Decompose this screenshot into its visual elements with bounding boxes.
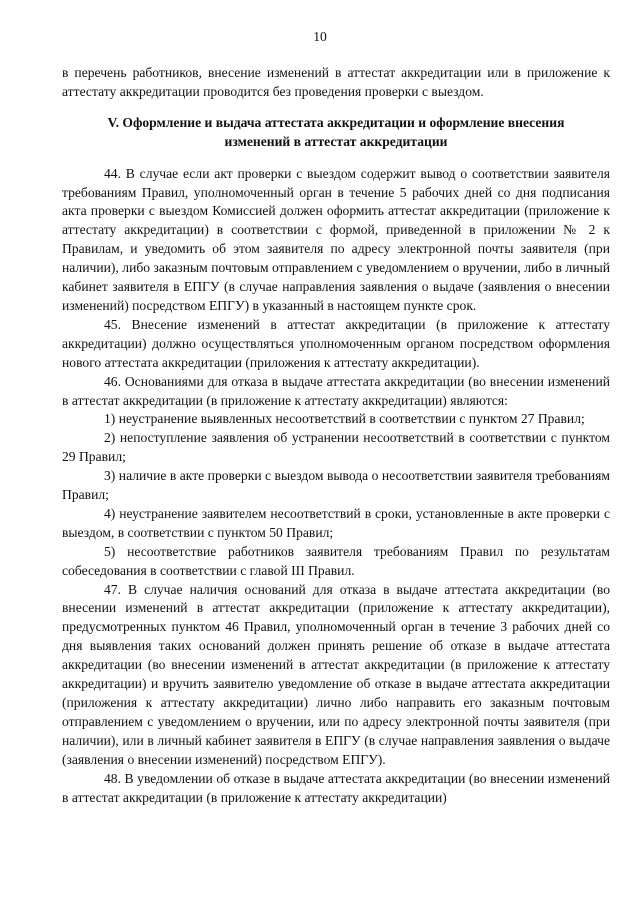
document-body: [62, 64, 610, 807]
paragraph-45: 45. Внесение изменений в аттестат аккредитации (в приложение к аттестату аккредитации) должно осуществляться уполномоченным органом посредством оформления нового аттестата аккредитации (приложения к аттестату аккредитации).: [62, 316, 610, 370]
section-heading-line-1: V. Оформление и выдача аттестата аккредитации и оформление внесения: [107, 114, 565, 130]
paragraph-46: 46. Основаниями для отказа в выдаче аттестата аккредитации (во внесении изменений в аттестат аккредитации (в приложение к аттестату аккредитации) являются:: [62, 373, 610, 408]
list-item-5: 5) несоответствие работников заявителя требованиям Правил по результатам собеседования в соответствии с главой III Правил.: [62, 543, 610, 578]
section-heading-line-2: изменений в аттестат аккредитации: [224, 133, 448, 149]
list-item-4: 4) неустранение заявителем несоответствий в сроки, установленные в акте проверки с выездом, в соответствии с пунктом 50 Правил;: [62, 505, 610, 540]
section-heading: [62, 114, 610, 152]
list-item-1: 1) неустранение выявленных несоответствий в соответствии с пунктом 27 Правил;: [104, 411, 585, 427]
paragraph-44: 44. В случае если акт проверки с выездом содержит вывод о соответствии заявителя требованиям Правил, уполномоченный орган в течение 5 рабочих дней со дня подписания акта проверки с выездом Комиссией должен оформить аттестат аккредитации (приложение к аттестату аккредитации) в соответствии с формой, приведенной в приложении № 2 к Правилам, и уведомить об этом заявителя по адресу электронной почты заявителя (при наличии), либо заказным почтовым отправлением с уведомлением о вручении, либо в личный кабинет заявителя в ЕПГУ (в случае направления заявления о выдаче (заявления о внесении изменений) посредством ЕПГУ) в указанный в настоящем пункте срок.: [62, 165, 610, 313]
paragraph-48: 48. В уведомлении об отказе в выдаче аттестата аккредитации (во внесении изменений в аттестат аккредитации (в приложение к аттестату аккредитации): [62, 770, 610, 805]
page-number: 10: [313, 29, 327, 44]
paragraph-47: 47. В случае наличия оснований для отказа в выдаче аттестата аккредитации (во внесении изменений в аттестат аккредитации (приложение к аттестату аккредитации), предусмотренных пунктом 46 Правил, уполномоченный орган в течение 3 рабочих дней со дня выявления таких оснований должен принять решение об отказе в выдаче аттестата аккредитации (во внесении изменений в аттестат аккредитации (в приложение к аттестату аккредитации) и вручить заявителю уведомление об отказе в выдаче аттестата аккредитации (приложения к аттестату аккредитации) лично либо направить его заказным почтовым отправлением с уведомлением о вручении, или по адресу электронной почты заявителя (при наличии), или в личный кабинет заявителя в ЕПГУ (в случае направления заявления о выдаче (заявления о внесении изменений) посредством ЕПГУ).: [62, 581, 610, 767]
list-item-3: 3) наличие в акте проверки с выездом вывода о несоответствии заявителя требованиям Правил;: [62, 468, 610, 503]
list-item-2: 2) непоступление заявления об устранении несоответствий в соответствии с пунктом 29 Правил;: [62, 430, 610, 465]
intro-paragraph: в перечень работников, внесение изменений в аттестат аккредитации или в приложение к аттестату аккредитации проводится без проведения проверки с выездом.: [62, 65, 610, 99]
